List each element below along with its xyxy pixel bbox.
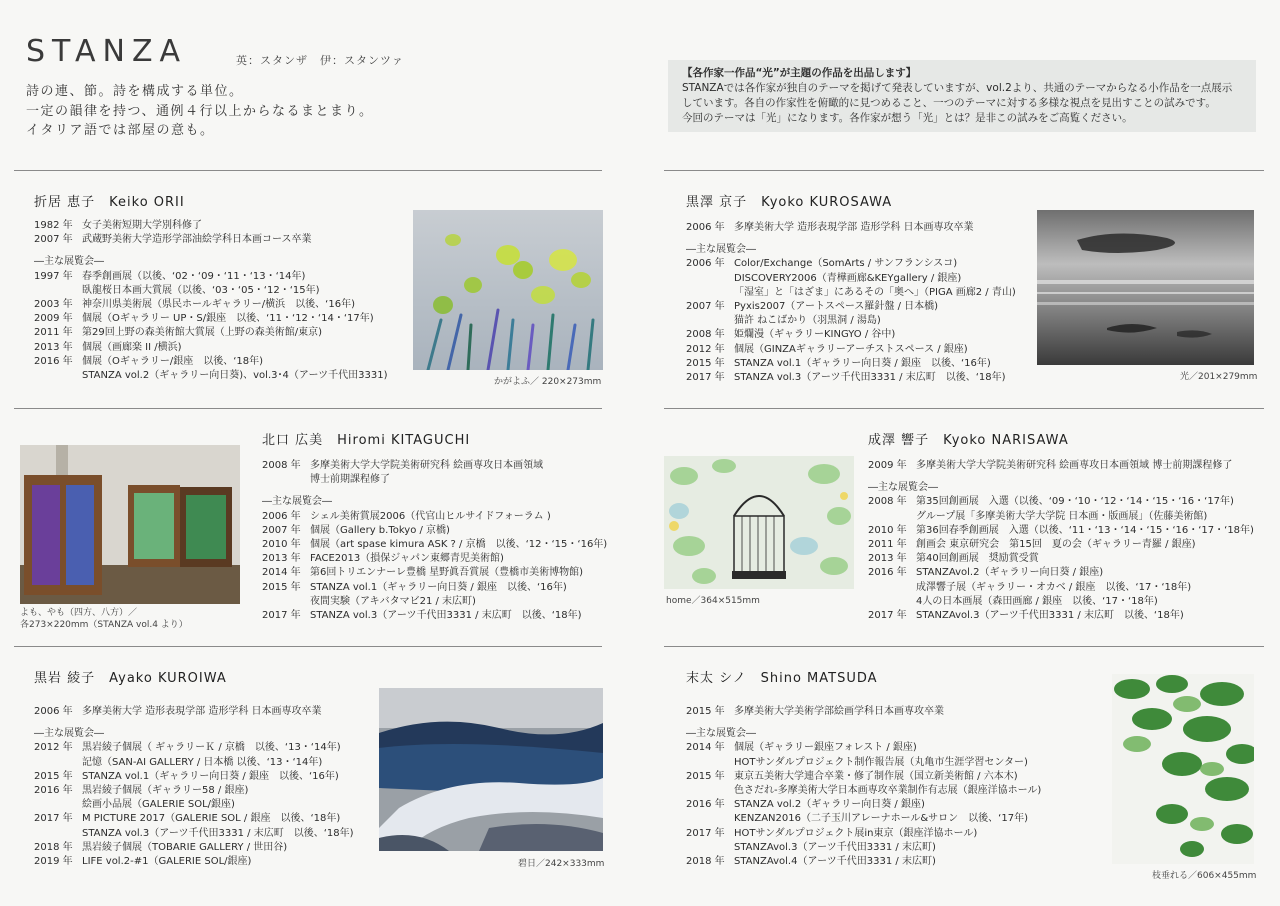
- year-label: 2013 年: [868, 553, 907, 565]
- year-label: 2008 年: [686, 329, 725, 341]
- artist-name-en: Kyoko NARISAWA: [943, 433, 1069, 448]
- entry-text: 多摩美術大学大学院美術研究科 絵画専攻日本画領域: [310, 460, 544, 471]
- year-label: [34, 798, 82, 812]
- year-label: 2008 年: [262, 460, 301, 471]
- year-label: [686, 812, 734, 826]
- year-label: 2006 年: [686, 222, 725, 233]
- exhibition-row: [34, 741, 354, 755]
- artwork-caption: home／364×515mm: [666, 596, 760, 606]
- year-label: 2016 年: [686, 799, 725, 811]
- exhibition-row: [34, 770, 354, 784]
- exhibition-row: [686, 314, 1016, 328]
- year-label: [686, 314, 734, 328]
- intro-line: イタリア語では部屋の意も。: [26, 123, 215, 138]
- exhibition-row: [34, 312, 388, 326]
- artist-name-ja: 黒澤 京子: [686, 195, 748, 210]
- artwork-image: [413, 210, 603, 370]
- theme-line: 今回のテーマは「光」になります。各作家が想う「光」とは？是非この試みをご高覧ください。: [682, 112, 1133, 124]
- exhibition-row: [686, 257, 1016, 271]
- artist-name-en: Hiromi KITAGUCHI: [337, 433, 471, 448]
- year-label: 2006 年: [686, 258, 725, 270]
- spacer: [34, 719, 354, 727]
- page-title: STANZA: [26, 34, 188, 69]
- exhibition-row: [262, 510, 607, 524]
- artist-cv: [686, 705, 1041, 869]
- year-label: 2016 年: [34, 355, 73, 367]
- exhibition-row: [686, 784, 1041, 798]
- exhibition-row: [686, 855, 1041, 869]
- entry-text: HOTサンダルプロジェクト制作報告展（丸亀市生涯学習センター): [734, 756, 1028, 768]
- entry-text: 記憶（SAN-AI GALLERY / 日本橋 以後、‘13・‘14年): [82, 756, 323, 768]
- year-label: [34, 369, 82, 383]
- year-label: 2007 年: [686, 301, 725, 313]
- theme-line: しています。各自の作家性を俯瞰的に見つめること、一つのテーマに対する多様な視点を見出すことの試みです。: [682, 97, 1216, 109]
- year-label: 2016 年: [34, 785, 73, 797]
- spacer: [34, 247, 388, 255]
- entry-text: 第40回創画展 奨励賞受賞: [916, 553, 1039, 565]
- entry-text: 創画会 東京研究会 第15回 夏の会（ギャラリー青羅 / 銀座): [916, 539, 1196, 551]
- year-label: 2015 年: [34, 770, 73, 782]
- exhibition-heading: ―主な展覧会―: [34, 728, 104, 740]
- year-label: 2006 年: [262, 510, 301, 522]
- artwork-caption: 碧日／242×333mm: [518, 859, 605, 869]
- entry-text: 猫許 ねこばかり（羽黒洞 / 湯島): [734, 315, 881, 327]
- spacer: [686, 719, 1041, 727]
- entry-text: STANZA vol.3（アーツ千代田3331 / 末広町 以後、‘18年): [82, 827, 354, 839]
- entry-text: シェル美術賞展2006（代官山ヒルサイドフォーラム ): [310, 510, 551, 522]
- entry-text: 個展（Oギャラリー/銀座 以後、‘18年): [82, 355, 264, 367]
- entry-text: 成澤響子展（ギャラリー・オカベ / 銀座 以後、‘17・‘18年): [916, 581, 1192, 593]
- year-label: [34, 756, 82, 770]
- entry-text: M PICTURE 2017（GALERIE SOL / 銀座 以後、‘18年): [82, 813, 341, 825]
- spacer: [262, 487, 607, 495]
- theme-box: [668, 60, 1256, 132]
- artist-cv: [686, 221, 1016, 385]
- entry-text: 「湿室」と「はざま」にあるその「奥へ」（PIGA 画廊2 / 青山): [734, 286, 1016, 298]
- artist-name: [262, 429, 470, 448]
- year-label: [868, 581, 916, 595]
- theme-heading: 【各作家一作品“光”が主題の作品を出品します】: [682, 67, 917, 79]
- year-label: [686, 272, 734, 286]
- exhibition-row: [34, 369, 388, 383]
- entry-text: STANZAvol.3（アーツ千代田3331 / 末広町): [734, 841, 936, 853]
- entry-text: 多摩美術大学大学院美術研究科 絵画専攻日本画領域 博士前期課程修了: [916, 460, 1233, 471]
- caption-line: 各273×220mm（STANZA vol.4 より）: [20, 620, 188, 630]
- entry-text: STANZA vol.1（ギャラリー向日葵 / 銀座 以後、‘16年): [734, 357, 991, 369]
- entry-text: STANZAvol.2（ギャラリー向日葵 / 銀座): [916, 567, 1104, 579]
- entry-text: 女子美術短期大学別科修了: [82, 220, 202, 231]
- year-label: 2018 年: [34, 841, 73, 853]
- entry-text: 黒岩綾子個展（ギャラリー58 / 銀座): [82, 785, 249, 797]
- section-divider: [14, 408, 602, 409]
- exhibition-row: [686, 300, 1016, 314]
- year-label: [686, 784, 734, 798]
- year-label: [686, 286, 734, 300]
- year-label: 2015 年: [686, 357, 725, 369]
- exhibition-row: [34, 298, 388, 312]
- exhibition-row: [686, 371, 1016, 385]
- year-label: 2011 年: [868, 539, 907, 551]
- entry-text: グループ展「多摩美術大学大学院 日本画・版画展」（佐藤美術館): [916, 510, 1208, 522]
- artist-name-en: Shino MATSUDA: [760, 671, 878, 686]
- exhibition-row: [868, 566, 1254, 580]
- education-row: [262, 459, 607, 473]
- artwork-image: [20, 445, 240, 604]
- entry-text: 夜間実験（アキバタマビ21 / 末広町): [310, 595, 476, 607]
- year-label: 2017 年: [262, 610, 301, 622]
- theme-line: STANZAでは各作家が独自のテーマを掲げて発表していますが、vol.2より、共通のテーマからなる小作品を一点展示: [682, 82, 1233, 94]
- intro-text: [26, 82, 373, 141]
- year-label: 2007 年: [34, 234, 73, 246]
- exhibition-row: [34, 341, 388, 355]
- exhibition-row: [868, 510, 1254, 524]
- exhibition-row: [262, 595, 607, 609]
- exhibition-row: [34, 284, 388, 298]
- exhibition-row: [34, 812, 354, 826]
- entry-text: STANZA vol.3（アーツ千代田3331 / 末広町 以後、‘18年): [734, 372, 1006, 384]
- year-label: 1982 年: [34, 220, 73, 231]
- artwork-image: [1037, 210, 1254, 365]
- exhibition-heading: ―主な展覧会―: [686, 728, 756, 740]
- year-label: 2003 年: [34, 299, 73, 311]
- year-label: 2019 年: [34, 856, 73, 868]
- entry-text: STANZA vol.1（ギャラリー向日葵 / 銀座 以後、‘16年): [310, 581, 567, 593]
- artist-name: [34, 191, 185, 210]
- year-label: 2009 年: [868, 460, 907, 471]
- year-label: 2014 年: [686, 742, 725, 754]
- year-label: [262, 595, 310, 609]
- artist-cv: [34, 219, 388, 383]
- artist-name-en: Kyoko KUROSAWA: [761, 195, 893, 210]
- exhibition-heading: ―主な展覧会―: [34, 256, 104, 268]
- education-row: [686, 705, 1041, 719]
- education-row: [262, 473, 607, 487]
- entry-text: DISCOVERY2006（青樺画廊&KEYgallery / 銀座): [734, 272, 962, 284]
- year-label: [868, 595, 916, 609]
- year-label: 2017 年: [686, 372, 725, 384]
- exhibition-row: [262, 609, 607, 623]
- exhibition-row: [262, 524, 607, 538]
- year-label: 2015 年: [686, 770, 725, 782]
- entry-text: FACE2013（損保ジャパン東郷青児美術館): [310, 553, 504, 565]
- year-label: 2006 年: [34, 706, 73, 717]
- year-label: 2018 年: [686, 856, 725, 868]
- artwork-image: [1112, 674, 1254, 864]
- exhibition-row: [686, 328, 1016, 342]
- entry-text: 東京五美術大学連合卒業・修了制作展（国立新美術館 / 六本木): [734, 770, 1018, 782]
- spacer: [868, 473, 1254, 481]
- entry-text: STANZA vol.2（ギャラリー向日葵 / 銀座): [734, 799, 925, 811]
- entry-text: 第35回創画展 入選（以後、‘09・‘10・‘12・‘14・‘15・‘16・‘17年): [916, 496, 1234, 508]
- year-label: 2010 年: [868, 524, 907, 536]
- exhibition-row: [262, 566, 607, 580]
- year-label: 2015 年: [262, 581, 301, 593]
- entry-text: 個展（Gallery b.Tokyo / 京橋): [310, 524, 450, 536]
- section-divider: [14, 646, 602, 647]
- year-label: 2016 年: [868, 567, 907, 579]
- artist-name-en: Ayako KUROIWA: [109, 671, 227, 686]
- education-row: [868, 459, 1254, 473]
- education-row: [34, 219, 388, 233]
- education-row: [34, 233, 388, 247]
- entry-text: 武蔵野美術大学造形学部油絵学科日本画コース卒業: [82, 234, 312, 246]
- section-divider: [664, 170, 1264, 171]
- year-label: [686, 841, 734, 855]
- artist-name-ja: 折居 恵子: [34, 195, 96, 210]
- exhibition-row: [686, 756, 1041, 770]
- exhibition-row: [34, 756, 354, 770]
- year-label: 2017 年: [686, 827, 725, 839]
- artwork-caption: 光／201×279mm: [1180, 372, 1258, 382]
- section-divider: [664, 408, 1264, 409]
- exhibition-row: [686, 343, 1016, 357]
- exhibition-heading: ―主な展覧会―: [262, 496, 332, 508]
- artist-cv: [868, 459, 1254, 623]
- exhibition-heading: ―主な展覧会―: [868, 482, 938, 494]
- artist-cv: [34, 705, 354, 869]
- exhibition-row: [34, 841, 354, 855]
- artist-name-en: Keiko ORII: [109, 195, 185, 210]
- artwork-caption: かがよふ／ 220×273mm: [494, 377, 602, 387]
- exhibition-row: [262, 581, 607, 595]
- exhibition-row: [34, 784, 354, 798]
- exhibition-row: [34, 827, 354, 841]
- title-translation: 英：スタンザ 伊：スタンツァ: [236, 54, 404, 67]
- exhibition-row: [868, 524, 1254, 538]
- exhibition-row: [868, 595, 1254, 609]
- exhibition-row: [262, 538, 607, 552]
- entry-text: STANZAvol.3（アーツ千代田3331 / 末広町 以後、‘18年): [916, 610, 1184, 622]
- artwork-caption: 枝垂れる／606×455mm: [1152, 871, 1257, 881]
- year-label: [34, 827, 82, 841]
- exhibition-row: [686, 798, 1041, 812]
- caption-line: よも、やも（四方、八方）／: [20, 608, 138, 618]
- entry-text: STANZA vol.3（アーツ千代田3331 / 末広町 以後、‘18年): [310, 610, 582, 622]
- education-row: [34, 705, 354, 719]
- exhibition-row: [868, 552, 1254, 566]
- exhibition-row: [686, 357, 1016, 371]
- year-label: 2013 年: [34, 341, 73, 353]
- entry-text: STANZA vol.2（ギャラリー向日葵)、vol.3･4（アーツ千代田3331): [82, 370, 388, 382]
- year-label: 2010 年: [262, 539, 301, 551]
- exhibition-row: [868, 609, 1254, 623]
- exhibition-row: [686, 286, 1016, 300]
- exhibition-row: [34, 355, 388, 369]
- exhibition-row: [868, 495, 1254, 509]
- spacer: [686, 235, 1016, 243]
- year-label: 2008 年: [868, 496, 907, 508]
- artist-name-ja: 北口 広美: [262, 433, 324, 448]
- entry-text: 黒岩綾子個展（TOBARIE GALLERY / 世田谷): [82, 841, 288, 853]
- entry-text: LIFE vol.2-#1（GALERIE SOL/銀座): [82, 856, 252, 868]
- exhibition-row: [686, 841, 1041, 855]
- artist-name-ja: 末太 シノ: [686, 671, 747, 686]
- year-label: [686, 756, 734, 770]
- entry-text: 神奈川県美術展（県民ホールギャラリー/横浜 以後、‘16年): [82, 299, 355, 311]
- artist-cv: [262, 459, 607, 623]
- entry-text: 第6回トリエンナーレ豊橋 星野眞吾賞展（豊橋市美術博物館): [310, 567, 584, 579]
- entry-text: 個展（GINZAギャラリーアーチストスペース / 銀座): [734, 343, 968, 355]
- exhibition-heading: ―主な展覧会―: [686, 244, 756, 256]
- artist-name-ja: 成澤 響子: [868, 433, 930, 448]
- artwork-image: [379, 688, 603, 851]
- exhibition-row: [262, 552, 607, 566]
- year-label: [34, 284, 82, 298]
- year-label: 2009 年: [34, 313, 73, 325]
- section-divider: [664, 646, 1264, 647]
- entry-text: 色さだれ-多摩美術大学日本画専攻卒業制作有志展（銀座洋協ホール): [734, 785, 1042, 797]
- entry-text: 黒岩綾子個展（ ギャラリーＫ / 京橋 以後、‘13・‘14年): [82, 742, 341, 754]
- exhibition-row: [34, 855, 354, 869]
- year-label: 2012 年: [34, 742, 73, 754]
- year-label: 2017 年: [34, 813, 73, 825]
- entry-text: 4人の日本画展（森田画廊 / 銀座 以後、‘17・‘18年): [916, 595, 1158, 607]
- entry-text: 多摩美術大学 造形表現学部 造形学科 日本画専攻卒業: [82, 706, 322, 717]
- entry-text: 第36回春季創画展 入選（以後、‘11・‘13・‘14・‘15・‘16・‘17・‘18年): [916, 524, 1254, 536]
- year-label: 2015 年: [686, 706, 725, 717]
- entry-text: 博士前期課程修了: [310, 474, 390, 486]
- artist-name: [868, 429, 1069, 448]
- entry-text: 個展（art spase kimura ASK ? / 京橋 以後、‘12・‘15・‘16年): [310, 539, 608, 551]
- year-label: 1997 年: [34, 270, 73, 282]
- year-label: 2014 年: [262, 567, 301, 579]
- entry-text: Pyxis2007（アートスペース羅針盤 / 日本橋): [734, 301, 939, 313]
- exhibition-row: [34, 270, 388, 284]
- year-label: 2017 年: [868, 610, 907, 622]
- entry-text: KENZAN2016（二子玉川アレーナホール&サロン 以後、‘17年): [734, 813, 1028, 825]
- year-label: 2007 年: [262, 524, 301, 536]
- exhibition-row: [868, 581, 1254, 595]
- entry-text: 絵画小品展（GALERIE SOL/銀座): [82, 799, 235, 811]
- artwork-image: [664, 456, 854, 589]
- entry-text: 個展（ギャラリー銀座フォレスト / 銀座): [734, 742, 917, 754]
- entry-text: STANZAvol.4（アーツ千代田3331 / 末広町): [734, 856, 936, 868]
- education-row: [686, 221, 1016, 235]
- exhibition-row: [868, 538, 1254, 552]
- year-label: 2011 年: [34, 327, 73, 339]
- entry-text: 多摩美術大学 造形表現学部 造形学科 日本画専攻卒業: [734, 222, 974, 233]
- entry-text: 個展（Oギャラリー UP・S/銀座 以後、‘11・‘12・‘14・‘17年): [82, 313, 374, 325]
- exhibition-row: [686, 272, 1016, 286]
- artist-name-ja: 黒岩 綾子: [34, 671, 96, 686]
- year-label: [262, 473, 310, 487]
- entry-text: HOTサンダルプロジェクト展in東京（銀座洋協ホール): [734, 827, 978, 839]
- entry-text: 臥龍桜日本画大賞展（以後、‘03・‘05・‘12・‘15年): [82, 284, 320, 296]
- artist-name: [686, 191, 892, 210]
- entry-text: 個展（画廊楽 II /横浜): [82, 341, 182, 353]
- year-label: [868, 510, 916, 524]
- exhibition-row: [686, 812, 1041, 826]
- section-divider: [14, 170, 602, 171]
- artist-name: [686, 667, 878, 686]
- exhibition-row: [686, 741, 1041, 755]
- entry-text: STANZA vol.1（ギャラリー向日葵 / 銀座 以後、‘16年): [82, 770, 339, 782]
- entry-text: 春季創画展（以後、‘02・‘09・‘11・‘13・‘14年): [82, 270, 306, 282]
- year-label: 2013 年: [262, 553, 301, 565]
- exhibition-row: [686, 827, 1041, 841]
- entry-text: 第29回上野の森美術館大賞展（上野の森美術館/東京): [82, 327, 322, 339]
- entry-text: 多摩美術大学美術学部絵画学科日本画専攻卒業: [734, 706, 944, 717]
- artist-name: [34, 667, 227, 686]
- artwork-caption: [20, 607, 188, 631]
- exhibition-row: [34, 326, 388, 340]
- intro-line: 一定の韻律を持つ、通例４行以上からなるまとまり。: [26, 103, 374, 119]
- entry-text: 姫爛漫（ギャラリーKINGYO / 谷中): [734, 329, 896, 341]
- year-label: 2012 年: [686, 343, 725, 355]
- entry-text: Color/Exchange（SomArts / サンフランシスコ): [734, 258, 958, 270]
- intro-line: 詩の連、節。詩を構成する単位。: [26, 84, 244, 99]
- exhibition-row: [686, 770, 1041, 784]
- exhibition-row: [34, 798, 354, 812]
